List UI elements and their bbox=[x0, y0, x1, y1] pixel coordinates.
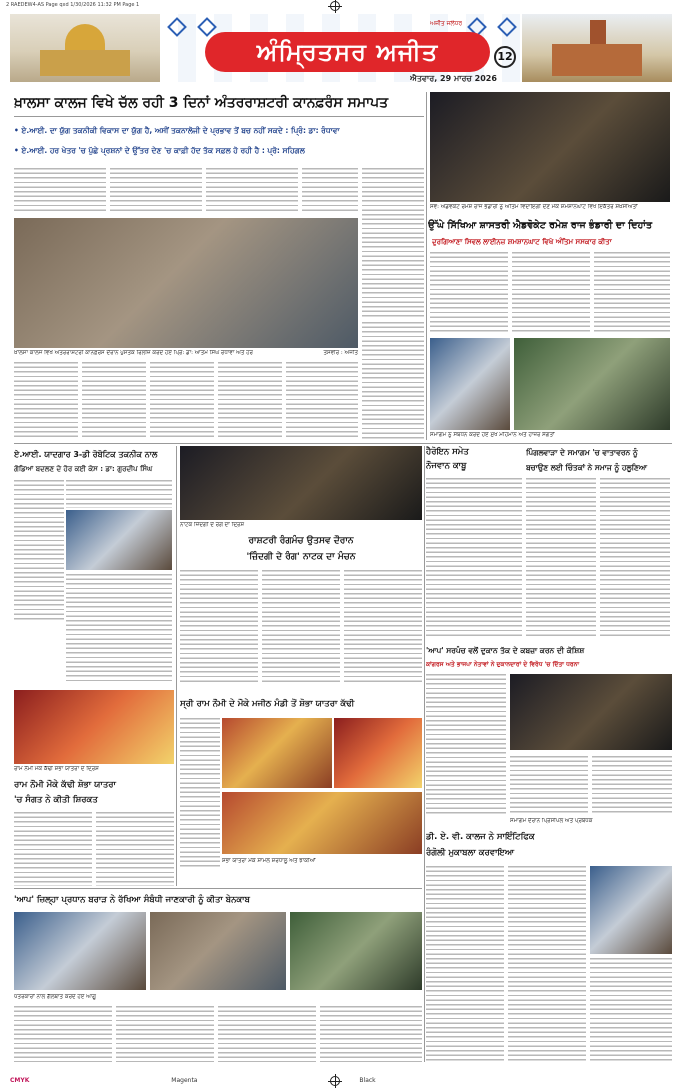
aap-shop-headline: 'ਆਪ' ਸਰਪੰਚ ਵਲੋਂ ਦੁਕਾਨ ਤੱਕ ਦੇ ਕਬਜ਼ਾ ਕਰਨ ਦੀ ਕੋਸ਼ਿਸ਼ bbox=[426, 646, 585, 655]
lead-headline: ਖ਼ਾਲਸਾ ਕਾਲਜ ਵਿਖੇ ਚੱਲ ਰਹੀ 3 ਦਿਨਾਂ ਅੰਤਰਰਾਸ਼ਟਰੀ ਕਾਨਫ਼ਰੰਸ ਸਮਾਪਤ bbox=[14, 95, 389, 111]
print-strip: 2 RAEDEW4-AS Page qxd 1/30/2026 11:32 PM Page 1 bbox=[6, 2, 140, 8]
masthead-title: ਅੰਮ੍ਰਿਤਸਰ ਅਜੀਤ bbox=[256, 37, 439, 66]
lead-text-lower-6 bbox=[362, 322, 424, 440]
dav-headline-1: ਡੀ. ਏ. ਵੀ. ਕਾਲਜ ਨੇ ਸਾਇੰਟਿਫਿਕ bbox=[426, 832, 535, 842]
heritage-building-image bbox=[522, 14, 672, 82]
theatre-headline-1: ਰਾਸ਼ਟਰੀ ਰੰਗਮੰਚ ਉਤਸਵ ਦੌਰਾਨ bbox=[248, 536, 354, 546]
seminar-caption: ਸਮਾਗਮ ਨੂੰ ਸੰਬੋਧਨ ਕਰਦੇ ਹੋਏ ਮੁੱਖ ਮਹਿਮਾਨ ਅਤੇ ਹਾਜ਼ਰ ਸੰਗਤਾਂ bbox=[430, 432, 555, 438]
aap-shop-text-2 bbox=[510, 756, 588, 814]
dav-headline-2: ਰੰਗੋਲੀ ਮੁਕਾਬਲਾ ਕਰਵਾਇਆ bbox=[426, 848, 515, 858]
seminar-speaker-photo bbox=[430, 338, 510, 430]
aap-president-photo-1 bbox=[14, 912, 146, 990]
aap-president-caption: ਪੱਤਰਕਾਰਾਂ ਨਾਲ ਗੱਲਬਾਤ ਕਰਦੇ ਹੋਏ ਆਗੂ bbox=[14, 994, 96, 1000]
bhandari-text-1 bbox=[430, 252, 508, 332]
cremation-caption: ਸਵ: ਐਡਵੋਕੇਟ ਰਮੇਸ਼ ਰਾਜ ਭੰਡਾਰੀ ਨੂੰ ਅੰਤਿਮ ਵਿਦਾਇਗੀ ਦੇਣ ਮੌਕੇ ਸ਼ਮਸ਼ਾਨਘਾਟ ਵਿਖੇ ਇਕੱਤਰ ਸ਼ਖ਼ਸੀਅਤਾਂ bbox=[430, 204, 638, 210]
lead-photo-credit: ਤਸਵੀਰ : ਅਜੀਤ bbox=[323, 350, 358, 356]
lead-text-col-1 bbox=[14, 168, 106, 214]
lead-text-lower-4 bbox=[218, 362, 282, 440]
bottom-strip-right: Black bbox=[359, 1077, 376, 1084]
ramnavami-text-2 bbox=[96, 812, 174, 886]
aap-president-text-1 bbox=[14, 1006, 112, 1062]
majitha-text bbox=[180, 718, 220, 868]
masthead-date: ਐਤਵਾਰ, 29 ਮਾਰਚ 2026 bbox=[410, 74, 497, 83]
ai-knee-headline: ਏ.ਆਈ. ਯਾਦਗਾਰ 3-ਡੀ ਰੋਬੋਟਿਕ ਤਕਨੀਕ ਨਾਲ bbox=[14, 450, 158, 459]
ramnavami-headline-1: ਰਾਮ ਨੌਮੀ ਮੌਕੇ ਕੱਢੀ ਸ਼ੋਭਾ ਯਾਤਰਾ bbox=[14, 780, 116, 790]
seminar-audience-photo bbox=[514, 338, 670, 430]
pingalwara-headline-1: ਪਿੰਗਲਵਾੜਾ ਦੇ ਸਮਾਗਮ 'ਚ ਵਾਤਾਵਰਨ ਨੂੰ bbox=[526, 448, 638, 457]
ramnavami-headline-2: 'ਚ ਸੰਗਤ ਨੇ ਕੀਤੀ ਸ਼ਿਰਕਤ bbox=[14, 795, 98, 805]
ramnavami-text-1 bbox=[14, 812, 92, 886]
lead-text-lower-5 bbox=[286, 362, 358, 440]
majitha-photo-2 bbox=[334, 718, 422, 788]
lead-caption: ਖ਼ਾਲਸਾ ਕਾਲਜ ਵਿਖੇ ਅੰਤਰਰਾਸ਼ਟਰੀ ਕਾਨਫ਼ਰੰਸ ਦੌਰਾਨ ਪੁਸਤਕ ਰਿਲੀਜ਼ ਕਰਦੇ ਹੋਏ ਪ੍ਰਿੰ: ਡਾ: ਆਤਮ ਸਿੰਘ ਰੰਧਾਵਾ ਅਤੇ ਹੋਰ bbox=[14, 350, 253, 356]
lead-text-col-2 bbox=[110, 168, 202, 214]
dav-text-1 bbox=[426, 866, 504, 1062]
aap-president-text-2 bbox=[116, 1006, 214, 1062]
lead-bullet-1: • ਏ.ਆਈ. ਦਾ ਯੁੱਗ ਤਕਨੀਕੀ ਵਿਕਾਸ ਦਾ ਯੁੱਗ ਹੈ, ਅਸੀਂ ਤਕਨਾਲੋਜੀ ਦੇ ਪ੍ਰਭਾਵ ਤੋਂ ਬਚ ਨਹੀਂ ਸਕਦੇ : ਪ੍ਰਿੰ: ਡਾ: ਰੰਧਾਵਾ bbox=[14, 126, 340, 135]
golden-temple-image bbox=[10, 14, 160, 82]
majitha-photo-1 bbox=[222, 718, 332, 788]
lead-text-lower-3 bbox=[150, 362, 214, 440]
aap-shop-text-1 bbox=[426, 674, 506, 814]
aap-shop-text-3 bbox=[592, 756, 672, 814]
aap-president-text-3 bbox=[218, 1006, 316, 1062]
lead-text-lower-2 bbox=[82, 362, 146, 440]
bhandari-sub: ਦੁਰਗਿਆਣਾ ਸਿਵਲ ਲਾਈਨਜ਼ ਸ਼ਮਸ਼ਾਨਘਾਟ ਵਿਖੇ ਅੰਤਿਮ ਸਸਕਾਰ ਕੀਤਾ bbox=[432, 238, 612, 246]
dav-text-3 bbox=[590, 958, 672, 1062]
aap-president-headline: 'ਆਪ' ਜ਼ਿਲ੍ਹਾ ਪ੍ਰਧਾਨ ਬਰਾੜ ਨੇ ਰੱਖਿਆ ਸੰਬੰਧੀ ਜਾਣਕਾਰੀ ਨੂੰ ਕੀਤਾ ਬੇਨਕਾਬ bbox=[14, 895, 250, 905]
bhandari-headline: ਉੱਘੇ ਸਿੱਖਿਆ ਸ਼ਾਸਤਰੀ ਐਡਵੋਕੇਟ ਰਮੇਸ਼ ਰਾਜ ਭੰਡਾਰੀ ਦਾ ਦਿਹਾਂਤ bbox=[428, 220, 653, 231]
theatre-text-3 bbox=[344, 570, 422, 684]
heroin-headline-2: ਨੌਜਵਾਨ ਕਾਬੂ bbox=[426, 461, 467, 471]
majitha-caption: ਸ਼ੋਭਾ ਯਾਤਰਾ ਮੌਕੇ ਸ਼ਾਮਲ ਸ਼ਰਧਾਲੂ ਅਤੇ ਝਾਕੀਆਂ bbox=[222, 858, 316, 864]
heroin-headline-1: ਹੈਰੋਇਨ ਸਮੇਤ bbox=[426, 447, 469, 457]
lead-text-col-4 bbox=[302, 168, 358, 214]
column-divider bbox=[176, 446, 177, 886]
registration-mark-icon bbox=[330, 1, 340, 11]
majitha-photo-3 bbox=[222, 792, 422, 854]
pingalwara-text-1 bbox=[526, 478, 596, 638]
ai-knee-photo bbox=[66, 510, 172, 570]
ai-knee-sub: ਗੋਡਿਆਂ ਬਦਲਣ ਦੇ ਹੋਰ ਕਈ ਕੇਸ : ਡਾ: ਗੁਰਦੀਪ ਸਿੰਘ bbox=[14, 465, 153, 473]
masthead-edition: ਅਜੀਤ ਜਲੰਧਰ bbox=[430, 20, 463, 27]
lead-bullet-2: • ਏ.ਆਈ. ਹਰ ਖੇਤਰ 'ਚ ਪੁੱਛੇ ਪ੍ਰਸ਼ਨਾਂ ਦੇ ਉੱਤਰ ਦੇਣ 'ਚ ਕਾਫ਼ੀ ਹੱਦ ਤੱਕ ਸਫ਼ਲ ਹੋ ਰਹੀ ਹੈ : ਪ੍ਰੋ: ਸਹਿਗਲ bbox=[14, 146, 305, 155]
registration-mark-icon bbox=[330, 1076, 340, 1086]
lead-text-lower-1 bbox=[14, 362, 78, 440]
row-divider bbox=[14, 888, 422, 889]
ramnavami-caption: ਰਾਮ ਨੌਮੀ ਮੌਕੇ ਕੱਢੀ ਸ਼ੋਭਾ ਯਾਤਰਾ ਦੇ ਦ੍ਰਿਸ਼ bbox=[14, 766, 99, 772]
dav-text-2 bbox=[508, 866, 586, 1062]
lead-rule bbox=[14, 116, 424, 117]
lead-photo-book-release bbox=[14, 218, 358, 348]
heroin-text bbox=[426, 478, 522, 638]
cremation-photo bbox=[430, 92, 670, 202]
ai-knee-text-2 bbox=[66, 480, 172, 508]
theatre-text-1 bbox=[180, 570, 258, 684]
column-divider bbox=[424, 446, 425, 1062]
pingalwara-text-2 bbox=[600, 478, 670, 638]
aap-shop-sub: ਕਾਂਗਰਸ ਅਤੇ ਭਾਜਪਾ ਨੇਤਾਵਾਂ ਨੇ ਦੁਕਾਨਦਾਰਾਂ ਦੇ ਵਿਰੋਧ 'ਚ ਦਿੱਤਾ ਧਰਨਾ bbox=[426, 661, 580, 668]
aap-shop-photo bbox=[510, 674, 672, 750]
column-divider bbox=[426, 92, 427, 440]
lead-text-col-5 bbox=[362, 168, 424, 318]
aap-president-photo-2 bbox=[150, 912, 286, 990]
bottom-strip-left: CMYK bbox=[10, 1077, 30, 1084]
ai-knee-text-3 bbox=[66, 574, 172, 684]
ai-knee-text-1 bbox=[14, 480, 64, 620]
row-divider bbox=[14, 443, 672, 444]
bhandari-text-3 bbox=[594, 252, 670, 332]
theatre-caption: ਨਾਟਕ ਜ਼ਿੰਦਗੀ ਦੇ ਰੰਗ ਦਾ ਦ੍ਰਿਸ਼ bbox=[180, 522, 245, 528]
majitha-headline: ਸ੍ਰੀ ਰਾਮ ਨੌਮੀ ਦੇ ਮੌਕੇ ਮਜੀਠ ਮੰਡੀ ਤੋਂ ਸ਼ੋਭਾ ਯਾਤਰਾ ਕੱਢੀ bbox=[180, 699, 355, 709]
dav-photo bbox=[590, 866, 672, 954]
pingalwara-headline-2: ਬਚਾਉਣ ਲਈ ਚਿੰਤਕਾਂ ਨੇ ਸਮਾਜ ਨੂੰ ਹਲੂਣਿਆ bbox=[526, 463, 648, 472]
theatre-photo bbox=[180, 446, 422, 520]
theatre-text-2 bbox=[262, 570, 340, 684]
page-number: 12 bbox=[494, 46, 516, 68]
bottom-strip-mid: Magenta bbox=[171, 1077, 198, 1084]
dav-caption: ਸਮਾਗਮ ਦੌਰਾਨ ਪ੍ਰਿੰਸੀਪਲ ਅਤੇ ਪ੍ਰਬੰਧਕ bbox=[510, 818, 593, 824]
aap-president-photo-3 bbox=[290, 912, 422, 990]
ramnavami-photo bbox=[14, 690, 174, 764]
lead-text-col-3 bbox=[206, 168, 298, 214]
theatre-headline-2: 'ਜ਼ਿੰਦਗੀ ਦੇ ਰੰਗ' ਨਾਟਕ ਦਾ ਮੰਚਨ bbox=[246, 552, 356, 562]
aap-president-text-4 bbox=[320, 1006, 422, 1062]
bhandari-text-2 bbox=[512, 252, 590, 332]
